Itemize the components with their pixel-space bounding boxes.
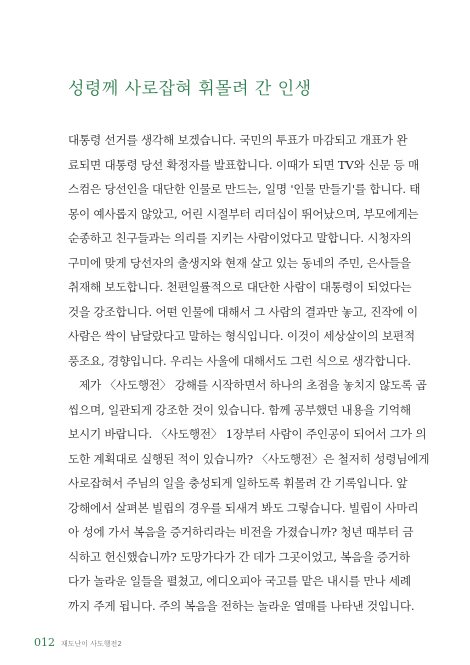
text-line: 취재해 보도합니다. 천편일률적으로 대단한 사람이 대통령이 되었다는	[68, 280, 412, 294]
text-line: 도한 계획대로 실행된 적이 있습니까? 〈사도행전〉은 철저히 성령님에게	[68, 451, 430, 466]
text-line: 사람은 싹이 남달랐다고 말하는 형식입니다. 이것이 세상살이의 보편적	[68, 329, 415, 343]
text-line: 순종하고 친구들과는 의리를 지키는 사람이었다고 말합니다. 시청자의	[68, 231, 412, 245]
text-line: 제가 〈사도행전〉 강해를 시작하면서 하나의 초점을 놓치지 않도록 곱	[79, 378, 427, 392]
text-line: 식하고 헌신했습니까? 도망가다가 간 데가 그곳이었고, 복음을 증거하	[68, 549, 410, 564]
body-text	[68, 128, 430, 618]
text-line: 구미에 맞게 당선자의 출생지와 현재 살고 있는 동네의 주민, 은사들을	[68, 255, 411, 270]
text-line: 풍조요, 경향입니다. 우리는 사울에 대해서도 그런 식으로 생각합니다.	[68, 353, 411, 368]
paragraph-2	[68, 373, 430, 618]
text-line: 보시기 바랍니다. 〈사도행전〉 1장부터 사람이 주인공이 되어서 그가 의	[68, 427, 427, 441]
page-footer	[34, 636, 122, 649]
text-line: 것을 강조합니다. 어떤 인물에 대해서 그 사람의 결과만 놓고, 진작에 이	[68, 304, 418, 319]
text-line: 까지 주게 됩니다. 주의 복음을 전하는 놀라운 열매를 나타낸 것입니다.	[68, 598, 415, 613]
text-line: 다가 놀라운 일들을 펼쳤고, 에디오피아 국고를 맡은 내시를 만나 세례	[68, 574, 411, 588]
chapter-heading: 성령께 사로잡혀 휘몰려 간 인생	[68, 79, 312, 99]
book-title: 재도난이 사도행전2	[61, 640, 122, 648]
text-line: 강해에서 살펴본 빌립의 경우를 되새겨 봐도 그렇습니다. 빌립이 사마리	[68, 500, 419, 515]
page-number: 012	[34, 636, 55, 649]
text-line: 료되면 대통령 당선 확정자를 발표합니다. 이때가 되면 TV와 신문 등 매	[68, 157, 420, 172]
text-line: 아 성에 가서 복음을 증거하리라는 비전을 가졌습니까? 청년 때부터 금	[68, 525, 414, 539]
text-line: 스컴은 당선인을 대단한 인물로 만드는, 일명 '인물 만들기'를 합니다. 태	[68, 182, 421, 196]
text-line: 몽이 예사롭지 않았고, 어린 시절부터 리더십이 뛰어났으며, 부모에게는	[68, 206, 419, 221]
text-line: 씹으며, 일관되게 강조한 것이 있습니다. 함께 공부했던 내용을 기억해	[68, 402, 411, 417]
text-line: 대통령 선거를 생각해 보겠습니다. 국민의 투표가 마감되고 개표가 완	[68, 133, 408, 147]
text-line: 사로잡혀서 주님의 일을 충성되게 일하도록 휘몰려 간 기록입니다. 앞	[68, 476, 408, 490]
paragraph-1	[68, 128, 421, 373]
